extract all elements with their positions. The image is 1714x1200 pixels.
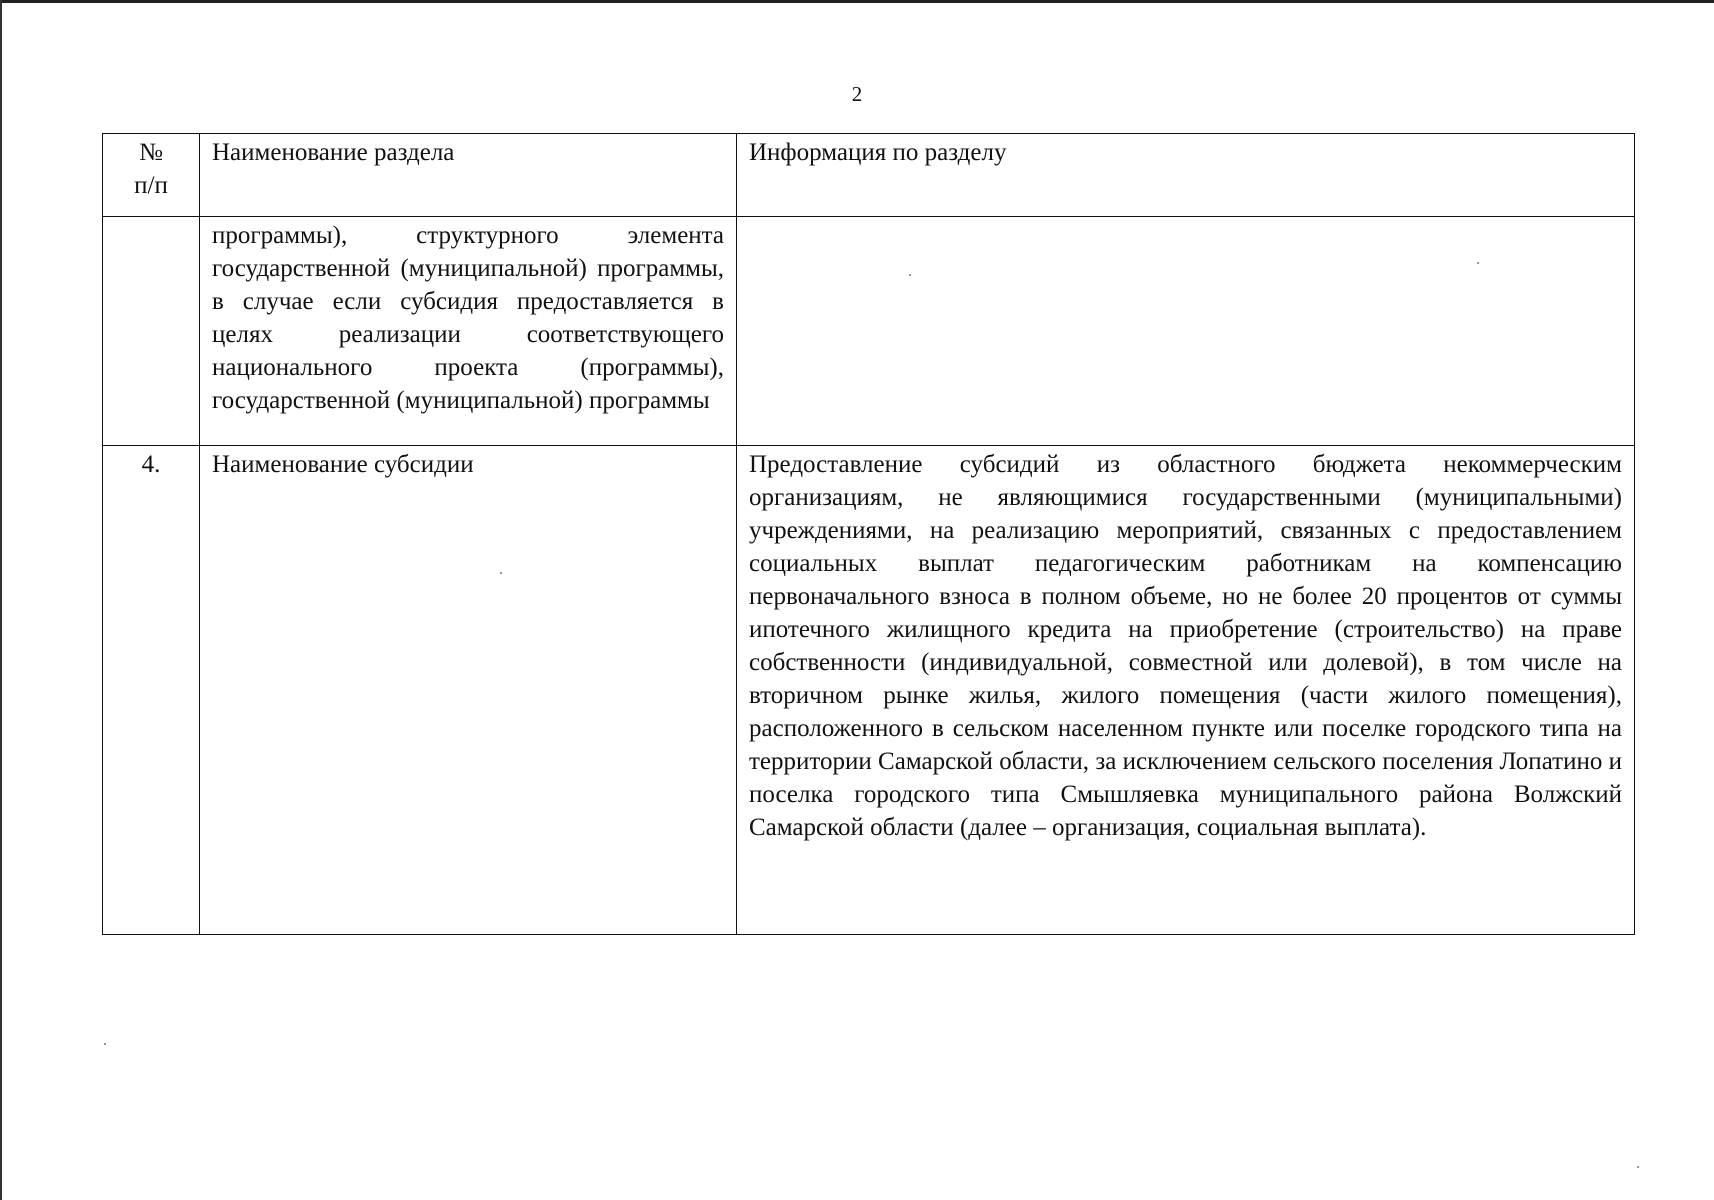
scan-top-edge	[0, 0, 1714, 3]
scan-speck	[1477, 262, 1479, 264]
scan-speck	[909, 274, 911, 276]
row-section-name: программы), структурного элемента государственной (муниципальной) программы, в случае если субсидия предоставляется в целях реализации соответствующего национального проекта (программы), государственной (муниципальной) программы	[200, 217, 737, 446]
scan-left-edge	[0, 0, 2, 1200]
header-section-info: Информация по разделу	[737, 134, 1635, 217]
scan-speck	[104, 1043, 106, 1045]
row-section-name-text: Наименование субсидии	[212, 451, 474, 478]
header-number-symbol: №	[139, 139, 163, 166]
row-section-name	[200, 446, 737, 935]
scan-speck	[1637, 1166, 1639, 1168]
row-section-info	[737, 217, 1635, 446]
header-number	[103, 134, 200, 217]
row-number: 4.	[103, 446, 200, 935]
header-section-name: Наименование раздела	[200, 134, 737, 217]
table-row	[103, 217, 1635, 446]
header-number-abbr: п/п	[134, 172, 168, 199]
row-section-info: Предоставление субсидий из областного бюджета некоммерческим организациям, не являющимися государственными (муниципальными) учреждениями, на реализацию мероприятий, связанных с предоставлением социальных выплат педагогическим работникам на компенсацию первоначального взноса в полном объеме, но не более 20 процентов от суммы ипотечного жилищного кредита на приобретение (строительство) на праве собственности (индивидуальной, совместной или долевой), в том числе на вторичном рынке жилья, жилого помещения (части жилого помещения), расположенного в сельском населенном пункте или поселке городского типа на территории Самарской области, за исключением сельского поселения Лопатино и поселка городского типа Смышляевка муниципального района Волжский Самарской области (далее – организация, социальная выплата).	[737, 446, 1635, 935]
table-header-row	[103, 134, 1635, 217]
section-info-table	[102, 133, 1635, 935]
row-number	[103, 217, 200, 446]
scan-speck	[500, 572, 502, 574]
page-number: 2	[851, 82, 863, 106]
table-row	[103, 446, 1635, 935]
